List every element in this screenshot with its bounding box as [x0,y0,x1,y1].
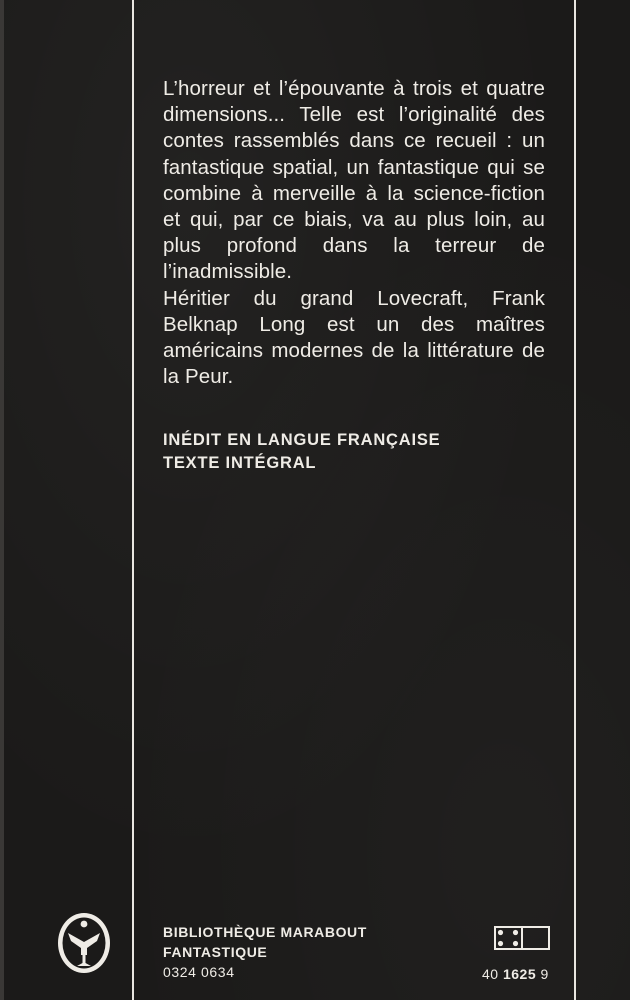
edition-mentions [163,429,545,475]
price-code-prefix: 40 [482,966,499,982]
price-code-suffix: 9 [540,966,549,982]
cover-blurb [163,76,545,390]
price-code [482,966,549,982]
marabout-bird-logo-icon [56,911,112,975]
mention-full-text: TEXTE INTÉGRAL [163,454,317,472]
blurb-paragraph-2: Héritier du grand Lovecraft, Frank Belknap Long est un des maîtres américains modernes de la littérature de la Peur. [163,286,545,389]
price-code-box-icon [494,926,550,950]
cover-left-edge [0,0,4,1000]
blurb-paragraph-1: L’horreur et l’épouvante à trois et quatre dimensions... Telle est l’originalité des contes rassemblés dans ce recueil : un fantastique spatial, un fantastique qui se combine à merveille à la science-fiction et qui, par ce biais, va au plus loin, au plus profond dans la terreur de l’inadmissible. [163,77,545,284]
collection-name: BIBLIOTHÈQUE MARABOUT [163,924,367,940]
price-code-main: 1625 [502,966,537,982]
series-name: FANTASTIQUE [163,944,268,960]
right-vertical-rule [574,0,576,1000]
imprint-block [163,922,367,982]
catalog-number: 0324 0634 [163,964,235,980]
left-vertical-rule [132,0,134,1000]
mention-unpublished: INÉDIT EN LANGUE FRANÇAISE [163,431,441,449]
